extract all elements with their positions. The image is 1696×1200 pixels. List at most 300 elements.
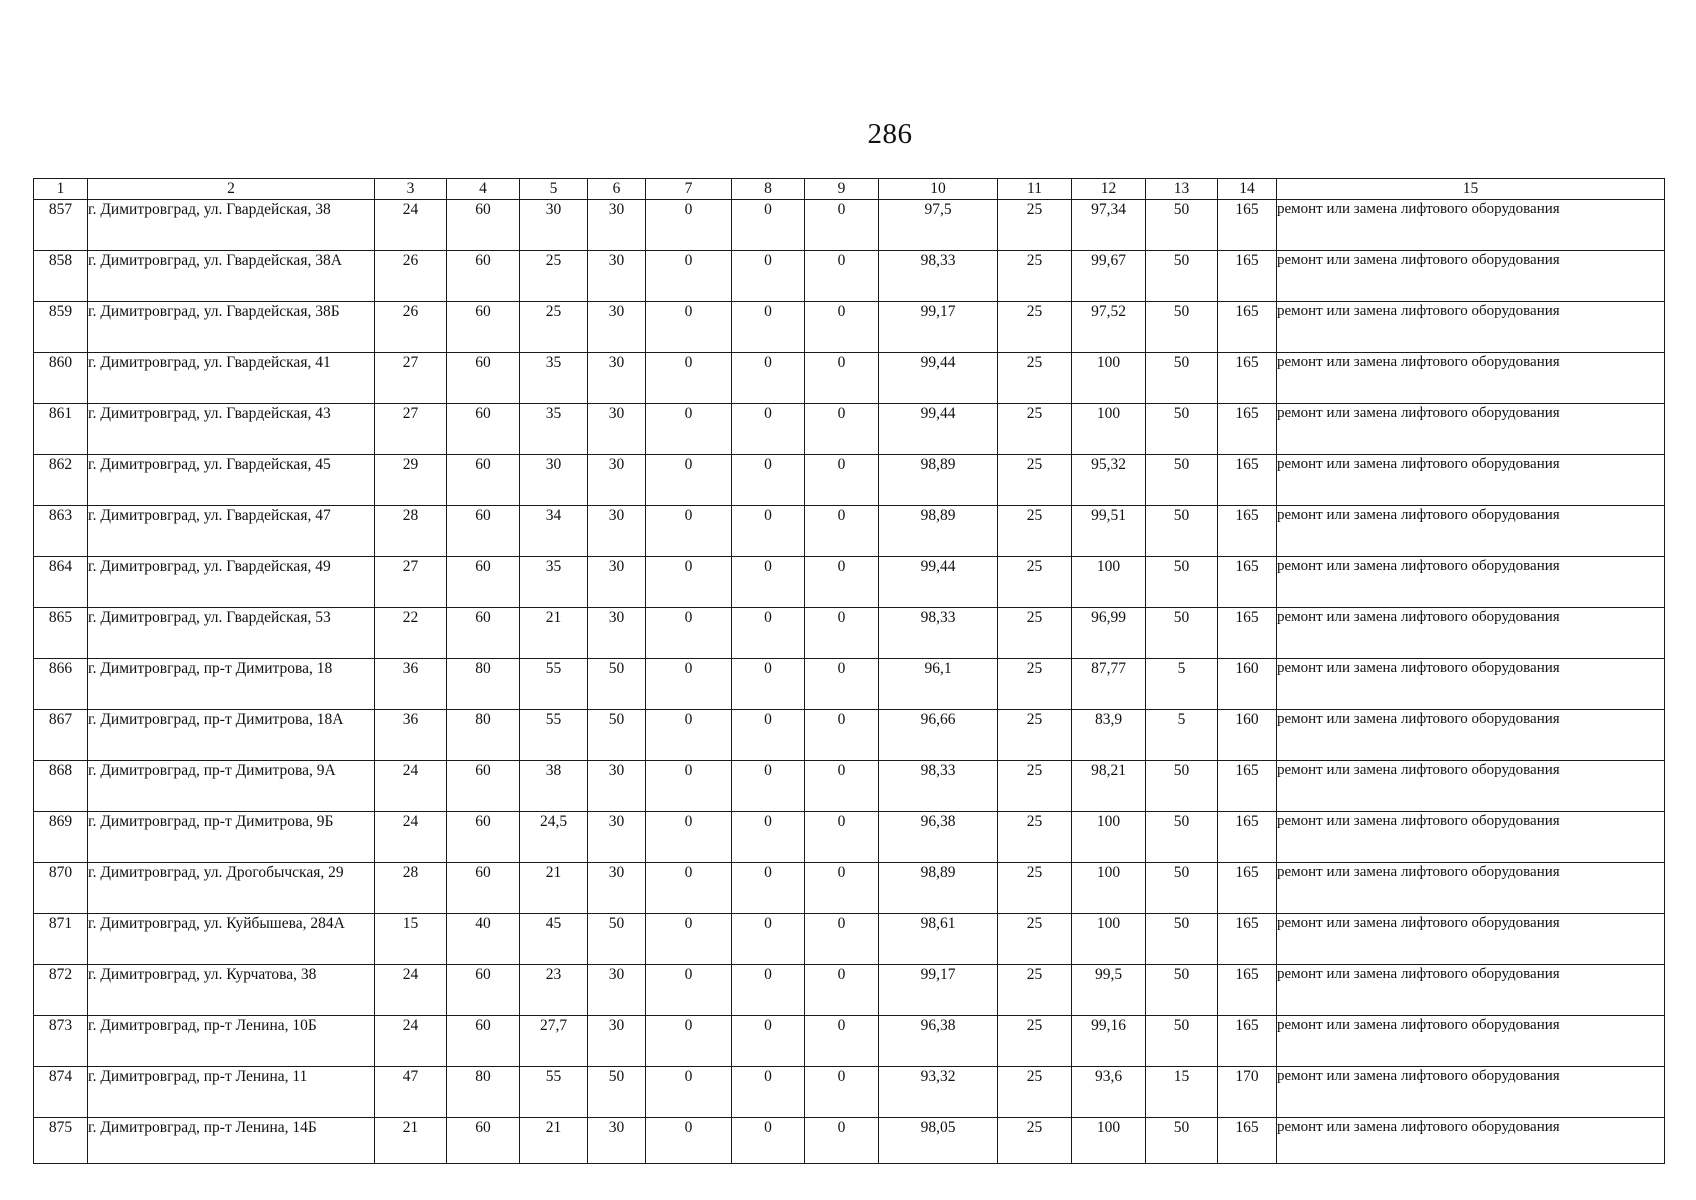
work-type-cell: ремонт или замена лифтового оборудования [1277,353,1665,404]
value-cell: 25 [998,404,1072,455]
value-cell: 100 [1072,1118,1146,1164]
value-cell: 165 [1218,1016,1277,1067]
value-cell: 0 [732,251,805,302]
value-cell: 55 [520,1067,588,1118]
value-cell: 0 [805,1118,879,1164]
value-cell: 25 [998,761,1072,812]
value-cell: 25 [998,1016,1072,1067]
value-cell: 0 [646,965,732,1016]
value-cell: 21 [520,1118,588,1164]
value-cell: 98,61 [879,914,998,965]
value-cell: 165 [1218,251,1277,302]
value-cell: 50 [1146,404,1218,455]
value-cell: 21 [375,1118,447,1164]
value-cell: 55 [520,710,588,761]
value-cell: 99,16 [1072,1016,1146,1067]
value-cell: 0 [805,965,879,1016]
value-cell: 0 [805,302,879,353]
value-cell: 50 [1146,965,1218,1016]
row-number-cell: 874 [34,1067,88,1118]
value-cell: 0 [732,1067,805,1118]
value-cell: 99,44 [879,353,998,404]
work-type-cell: ремонт или замена лифтового оборудования [1277,404,1665,455]
value-cell: 30 [588,506,646,557]
address-cell: г. Димитровград, ул. Гвардейская, 38Б [88,302,375,353]
value-cell: 29 [375,455,447,506]
value-cell: 99,44 [879,557,998,608]
work-type-cell: ремонт или замена лифтового оборудования [1277,659,1665,710]
work-type-cell: ремонт или замена лифтового оборудования [1277,302,1665,353]
value-cell: 50 [588,710,646,761]
row-number-cell: 870 [34,863,88,914]
value-cell: 80 [447,659,520,710]
value-cell: 100 [1072,353,1146,404]
value-cell: 25 [998,608,1072,659]
value-cell: 50 [1146,302,1218,353]
row-number-cell: 872 [34,965,88,1016]
column-number: 13 [1146,179,1218,200]
table-row [34,302,1665,353]
value-cell: 26 [375,302,447,353]
value-cell: 34 [520,506,588,557]
table-row [34,353,1665,404]
value-cell: 170 [1218,1067,1277,1118]
value-cell: 0 [646,455,732,506]
value-cell: 60 [447,608,520,659]
value-cell: 60 [447,506,520,557]
value-cell: 0 [805,200,879,251]
value-cell: 15 [1146,1067,1218,1118]
value-cell: 25 [520,302,588,353]
value-cell: 0 [646,1118,732,1164]
work-type-cell: ремонт или замена лифтового оборудования [1277,200,1665,251]
value-cell: 5 [1146,710,1218,761]
value-cell: 50 [588,659,646,710]
value-cell: 80 [447,710,520,761]
column-number: 7 [646,179,732,200]
value-cell: 0 [805,404,879,455]
value-cell: 30 [588,455,646,506]
value-cell: 165 [1218,761,1277,812]
value-cell: 165 [1218,506,1277,557]
value-cell: 100 [1072,557,1146,608]
value-cell: 24 [375,1016,447,1067]
value-cell: 96,99 [1072,608,1146,659]
value-cell: 50 [1146,1118,1218,1164]
table-row [34,863,1665,914]
value-cell: 165 [1218,455,1277,506]
value-cell: 60 [447,404,520,455]
value-cell: 98,05 [879,1118,998,1164]
value-cell: 35 [520,404,588,455]
value-cell: 30 [588,761,646,812]
address-cell: г. Димитровград, ул. Дрогобычская, 29 [88,863,375,914]
value-cell: 24 [375,761,447,812]
table-row [34,251,1665,302]
address-cell: г. Димитровград, пр-т Ленина, 11 [88,1067,375,1118]
value-cell: 0 [732,659,805,710]
address-cell: г. Димитровград, ул. Гвардейская, 43 [88,404,375,455]
value-cell: 99,44 [879,404,998,455]
column-number-row [34,179,1665,200]
work-type-cell: ремонт или замена лифтового оборудования [1277,1118,1665,1164]
value-cell: 0 [805,1067,879,1118]
address-cell: г. Димитровград, пр-т Димитрова, 9А [88,761,375,812]
value-cell: 24 [375,812,447,863]
value-cell: 22 [375,608,447,659]
table-row [34,200,1665,251]
value-cell: 165 [1218,1118,1277,1164]
column-number: 2 [88,179,375,200]
value-cell: 165 [1218,812,1277,863]
row-number-cell: 861 [34,404,88,455]
value-cell: 60 [447,557,520,608]
table-row [34,1067,1665,1118]
value-cell: 0 [646,506,732,557]
value-cell: 99,67 [1072,251,1146,302]
value-cell: 25 [998,455,1072,506]
value-cell: 0 [646,812,732,863]
value-cell: 0 [646,251,732,302]
table-row [34,812,1665,863]
column-number: 5 [520,179,588,200]
value-cell: 0 [646,557,732,608]
value-cell: 27 [375,557,447,608]
table-row [34,710,1665,761]
value-cell: 27 [375,404,447,455]
value-cell: 50 [588,914,646,965]
address-cell: г. Димитровград, ул. Гвардейская, 38 [88,200,375,251]
value-cell: 0 [732,1016,805,1067]
value-cell: 60 [447,455,520,506]
value-cell: 0 [732,710,805,761]
value-cell: 0 [732,455,805,506]
address-cell: г. Димитровград, ул. Гвардейская, 53 [88,608,375,659]
value-cell: 60 [447,1016,520,1067]
value-cell: 80 [447,1067,520,1118]
row-number-cell: 864 [34,557,88,608]
value-cell: 0 [732,1118,805,1164]
value-cell: 21 [520,863,588,914]
value-cell: 0 [732,608,805,659]
address-cell: г. Димитровград, пр-т Димитрова, 18 [88,659,375,710]
value-cell: 87,77 [1072,659,1146,710]
value-cell: 0 [646,659,732,710]
table-row [34,1118,1665,1164]
value-cell: 50 [588,1067,646,1118]
row-number-cell: 867 [34,710,88,761]
value-cell: 165 [1218,353,1277,404]
value-cell: 36 [375,710,447,761]
value-cell: 165 [1218,914,1277,965]
value-cell: 27,7 [520,1016,588,1067]
work-type-cell: ремонт или замена лифтового оборудования [1277,1067,1665,1118]
value-cell: 0 [646,863,732,914]
value-cell: 25 [998,659,1072,710]
value-cell: 45 [520,914,588,965]
value-cell: 25 [998,251,1072,302]
value-cell: 98,89 [879,863,998,914]
column-number: 11 [998,179,1072,200]
value-cell: 96,66 [879,710,998,761]
row-number-cell: 860 [34,353,88,404]
value-cell: 60 [447,1118,520,1164]
value-cell: 0 [646,353,732,404]
column-number: 4 [447,179,520,200]
value-cell: 96,1 [879,659,998,710]
value-cell: 165 [1218,404,1277,455]
value-cell: 30 [588,251,646,302]
value-cell: 30 [588,1118,646,1164]
registry-table [33,178,1665,1164]
value-cell: 0 [732,557,805,608]
value-cell: 21 [520,608,588,659]
value-cell: 15 [375,914,447,965]
value-cell: 60 [447,863,520,914]
value-cell: 100 [1072,404,1146,455]
value-cell: 0 [732,914,805,965]
value-cell: 165 [1218,608,1277,659]
column-number: 8 [732,179,805,200]
value-cell: 50 [1146,506,1218,557]
value-cell: 98,89 [879,506,998,557]
value-cell: 5 [1146,659,1218,710]
value-cell: 30 [588,1016,646,1067]
value-cell: 0 [805,812,879,863]
value-cell: 47 [375,1067,447,1118]
value-cell: 38 [520,761,588,812]
value-cell: 0 [646,404,732,455]
column-number: 6 [588,179,646,200]
value-cell: 24 [375,965,447,1016]
value-cell: 100 [1072,914,1146,965]
value-cell: 0 [732,302,805,353]
address-cell: г. Димитровград, ул. Гвардейская, 47 [88,506,375,557]
value-cell: 165 [1218,863,1277,914]
value-cell: 30 [588,353,646,404]
value-cell: 0 [805,251,879,302]
value-cell: 0 [805,710,879,761]
value-cell: 0 [805,1016,879,1067]
value-cell: 25 [998,302,1072,353]
value-cell: 25 [998,1067,1072,1118]
row-number-cell: 862 [34,455,88,506]
address-cell: г. Димитровград, ул. Гвардейская, 49 [88,557,375,608]
value-cell: 0 [805,455,879,506]
value-cell: 98,21 [1072,761,1146,812]
value-cell: 50 [1146,863,1218,914]
value-cell: 99,51 [1072,506,1146,557]
value-cell: 25 [998,812,1072,863]
value-cell: 0 [732,200,805,251]
row-number-cell: 871 [34,914,88,965]
value-cell: 93,6 [1072,1067,1146,1118]
page-number: 286 [867,118,913,150]
table-row [34,1016,1665,1067]
value-cell: 0 [732,863,805,914]
value-cell: 60 [447,812,520,863]
row-number-cell: 857 [34,200,88,251]
row-number-cell: 865 [34,608,88,659]
value-cell: 0 [805,608,879,659]
address-cell: г. Димитровград, ул. Куйбышева, 284А [88,914,375,965]
value-cell: 97,5 [879,200,998,251]
value-cell: 30 [588,557,646,608]
address-cell: г. Димитровград, пр-т Димитрова, 18А [88,710,375,761]
value-cell: 165 [1218,965,1277,1016]
value-cell: 36 [375,659,447,710]
value-cell: 25 [998,506,1072,557]
address-cell: г. Димитровград, ул. Гвардейская, 41 [88,353,375,404]
value-cell: 165 [1218,557,1277,608]
address-cell: г. Димитровград, пр-т Ленина, 14Б [88,1118,375,1164]
value-cell: 50 [1146,455,1218,506]
table-row [34,506,1665,557]
column-number: 14 [1218,179,1277,200]
value-cell: 0 [805,914,879,965]
work-type-cell: ремонт или замена лифтового оборудования [1277,557,1665,608]
value-cell: 50 [1146,251,1218,302]
value-cell: 30 [520,200,588,251]
value-cell: 97,34 [1072,200,1146,251]
value-cell: 50 [1146,200,1218,251]
value-cell: 0 [646,1016,732,1067]
value-cell: 55 [520,659,588,710]
value-cell: 60 [447,353,520,404]
table-row [34,455,1665,506]
address-cell: г. Димитровград, ул. Курчатова, 38 [88,965,375,1016]
work-type-cell: ремонт или замена лифтового оборудования [1277,710,1665,761]
value-cell: 50 [1146,1016,1218,1067]
value-cell: 50 [1146,353,1218,404]
value-cell: 26 [375,251,447,302]
address-cell: г. Димитровград, пр-т Ленина, 10Б [88,1016,375,1067]
table-row [34,557,1665,608]
value-cell: 83,9 [1072,710,1146,761]
address-cell: г. Димитровград, ул. Гвардейская, 45 [88,455,375,506]
column-number: 12 [1072,179,1146,200]
value-cell: 30 [520,455,588,506]
table-row [34,914,1665,965]
value-cell: 0 [805,353,879,404]
value-cell: 0 [732,353,805,404]
value-cell: 24 [375,200,447,251]
work-type-cell: ремонт или замена лифтового оборудования [1277,965,1665,1016]
row-number-cell: 873 [34,1016,88,1067]
value-cell: 60 [447,251,520,302]
value-cell: 99,17 [879,965,998,1016]
value-cell: 0 [646,914,732,965]
value-cell: 95,32 [1072,455,1146,506]
value-cell: 0 [732,404,805,455]
value-cell: 0 [805,557,879,608]
value-cell: 165 [1218,302,1277,353]
value-cell: 0 [732,506,805,557]
value-cell: 25 [520,251,588,302]
table-row [34,761,1665,812]
value-cell: 0 [732,965,805,1016]
value-cell: 100 [1072,863,1146,914]
value-cell: 165 [1218,200,1277,251]
table-body [34,200,1665,1164]
value-cell: 160 [1218,710,1277,761]
value-cell: 25 [998,353,1072,404]
table-row [34,659,1665,710]
value-cell: 25 [998,557,1072,608]
value-cell: 100 [1072,812,1146,863]
address-cell: г. Димитровград, пр-т Димитрова, 9Б [88,812,375,863]
column-number: 3 [375,179,447,200]
value-cell: 30 [588,965,646,1016]
value-cell: 24,5 [520,812,588,863]
value-cell: 0 [805,659,879,710]
work-type-cell: ремонт или замена лифтового оборудования [1277,761,1665,812]
work-type-cell: ремонт или замена лифтового оборудования [1277,914,1665,965]
value-cell: 0 [646,302,732,353]
value-cell: 25 [998,710,1072,761]
value-cell: 28 [375,863,447,914]
value-cell: 0 [732,761,805,812]
row-number-cell: 869 [34,812,88,863]
value-cell: 96,38 [879,812,998,863]
value-cell: 60 [447,965,520,1016]
column-number: 15 [1277,179,1665,200]
value-cell: 0 [805,506,879,557]
work-type-cell: ремонт или замена лифтового оборудования [1277,812,1665,863]
value-cell: 0 [646,761,732,812]
value-cell: 0 [646,200,732,251]
address-cell: г. Димитровград, ул. Гвардейская, 38А [88,251,375,302]
value-cell: 98,33 [879,608,998,659]
row-number-cell: 863 [34,506,88,557]
value-cell: 60 [447,761,520,812]
table-row [34,608,1665,659]
value-cell: 23 [520,965,588,1016]
value-cell: 0 [732,812,805,863]
work-type-cell: ремонт или замена лифтового оборудования [1277,251,1665,302]
row-number-cell: 868 [34,761,88,812]
value-cell: 50 [1146,608,1218,659]
value-cell: 96,38 [879,1016,998,1067]
work-type-cell: ремонт или замена лифтового оборудования [1277,455,1665,506]
row-number-cell: 858 [34,251,88,302]
value-cell: 60 [447,302,520,353]
value-cell: 93,32 [879,1067,998,1118]
table-row [34,404,1665,455]
column-number: 10 [879,179,998,200]
work-type-cell: ремонт или замена лифтового оборудования [1277,506,1665,557]
column-number: 9 [805,179,879,200]
value-cell: 50 [1146,557,1218,608]
column-number: 1 [34,179,88,200]
value-cell: 98,89 [879,455,998,506]
value-cell: 30 [588,302,646,353]
value-cell: 30 [588,608,646,659]
value-cell: 35 [520,557,588,608]
value-cell: 0 [805,863,879,914]
row-number-cell: 875 [34,1118,88,1164]
value-cell: 25 [998,863,1072,914]
value-cell: 99,17 [879,302,998,353]
value-cell: 30 [588,404,646,455]
work-type-cell: ремонт или замена лифтового оборудования [1277,1016,1665,1067]
table-row [34,965,1665,1016]
value-cell: 25 [998,200,1072,251]
row-number-cell: 859 [34,302,88,353]
value-cell: 27 [375,353,447,404]
value-cell: 98,33 [879,251,998,302]
work-type-cell: ремонт или замена лифтового оборудования [1277,608,1665,659]
